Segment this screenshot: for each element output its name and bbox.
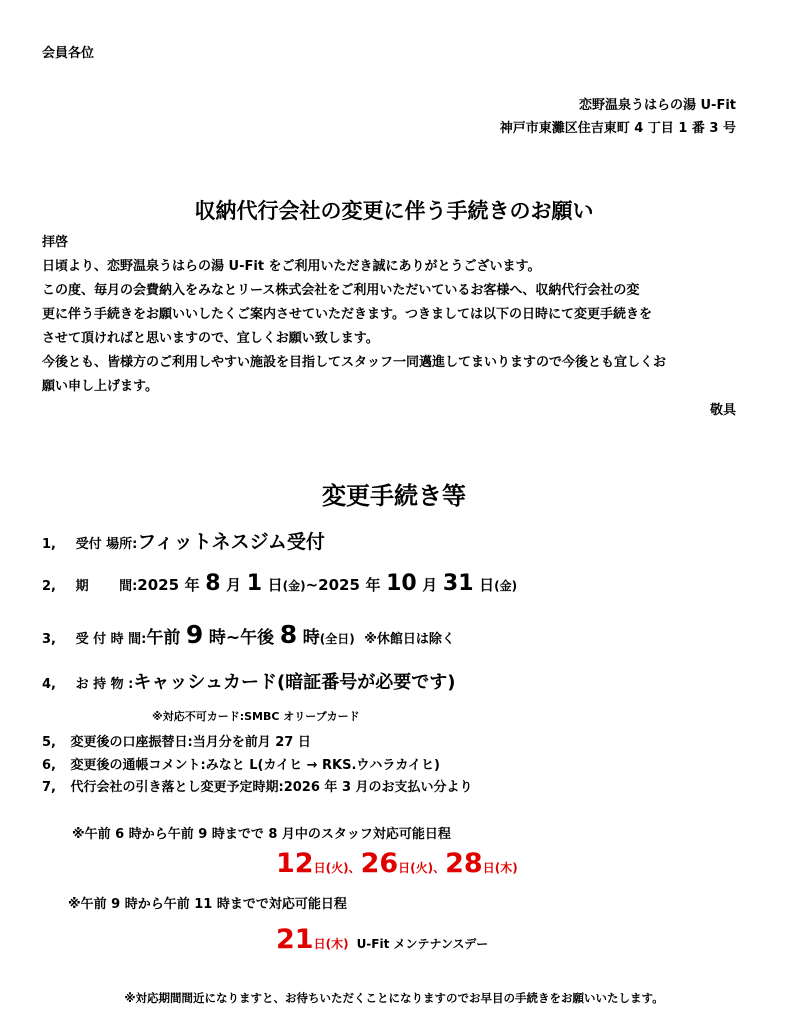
end-hour: 8 xyxy=(279,620,298,649)
item-number: 7, xyxy=(42,780,56,795)
body-line: 更に伴う手続きをお願いいしたくご案内させていただきます。つきましては以下の日時にて変更手続きを xyxy=(42,307,652,322)
am-label: 午前 xyxy=(146,628,181,648)
hour-unit: 時 xyxy=(208,628,226,648)
end-year: 2025 xyxy=(318,576,360,594)
item-number: 4, xyxy=(42,677,56,692)
start-hour: 9 xyxy=(185,620,204,649)
item-1 xyxy=(42,527,325,554)
footer-note: ※対応期間間近になりますと、お待ちいただくことになりますのでお早目の手続きをお願いいたします。 xyxy=(124,991,664,1005)
item-number: 5, xyxy=(42,735,56,750)
start-weekday: (金) xyxy=(282,579,306,593)
end-month: 10 xyxy=(386,571,417,596)
day-unit: 日 xyxy=(479,576,495,594)
schedule-date-suffix: 日(火)、 xyxy=(398,861,446,875)
body-line: 今後とも、皆様方のご利用しやすい施設を目指してスタッフ一同邁進してまいりますので今後とも宜しくお xyxy=(42,355,667,370)
pm-label: 午後 xyxy=(240,628,275,648)
item-3 xyxy=(42,620,455,649)
year-unit: 年 xyxy=(184,576,200,594)
year-unit: 年 xyxy=(365,576,381,594)
item-label: 受付 場所: xyxy=(75,537,138,552)
item-4 xyxy=(42,668,455,694)
item-7 xyxy=(42,776,473,795)
schedule-2-heading: ※午前 9 時から午前 11 時までで対応可能日程 xyxy=(68,897,347,912)
item-number: 6, xyxy=(42,758,56,773)
body-line: この度、毎月の会費納入をみなとリース株式会社をご利用いただいているお客様へ、収納代行会社の変 xyxy=(42,283,640,298)
item-value: キャッシュカード(暗証番号が必要です) xyxy=(133,672,456,693)
month-unit: 月 xyxy=(422,576,438,594)
schedule-date-suffix: 日(木) xyxy=(313,937,349,951)
item-label: 期 間: xyxy=(75,579,138,594)
page-title: 収納代行会社の変更に伴う手続きのお願い xyxy=(194,199,594,223)
month-unit: 月 xyxy=(226,576,242,594)
maintenance-day-label: U-Fit メンテナンスデー xyxy=(356,937,489,951)
item-2 xyxy=(42,571,517,596)
item-text: 変更後の口座振替日:当月分を前月 27 日 xyxy=(70,735,311,750)
section-title: 変更手続き等 xyxy=(322,482,466,510)
schedule-date: 28 xyxy=(445,848,483,879)
greeting: 拝啓 xyxy=(42,235,69,250)
day-unit: 日 xyxy=(267,576,283,594)
item-value: フィットネスジム受付 xyxy=(137,531,325,553)
item-5 xyxy=(42,731,311,750)
item-4-note: ※対応不可カード:SMBC オリーブカード xyxy=(152,710,360,723)
schedule-date-suffix: 日(火)、 xyxy=(313,861,361,875)
end-weekday: (金) xyxy=(494,579,518,593)
end-day: 31 xyxy=(442,571,474,596)
item-6 xyxy=(42,754,440,773)
body-line: 願い申し上げます。 xyxy=(42,379,158,394)
item-text: 代行会社の引き落とし変更予定時期:2026 年 3 月のお支払い分より xyxy=(70,780,473,795)
every-day: (全日) xyxy=(319,632,355,646)
closing: 敬具 xyxy=(709,403,736,418)
body-line: させて頂ければと思いますので、宜しくお願い致します。 xyxy=(42,331,379,346)
schedule-date-suffix: 日(木) xyxy=(482,861,518,875)
schedule-1-heading: ※午前 6 時から午前 9 時までで 8 月中のスタッフ対応可能日程 xyxy=(72,827,451,842)
letter-body xyxy=(42,231,742,399)
item-number: 3, xyxy=(42,632,56,647)
start-year: 2025 xyxy=(137,576,180,594)
hour-unit: 時 xyxy=(302,628,320,648)
addressee: 会員各位 xyxy=(42,46,95,61)
item-number: 1, xyxy=(42,537,56,552)
start-month: 8 xyxy=(205,571,221,596)
item-label: 受 付 時 間: xyxy=(75,632,147,647)
schedule-date: 26 xyxy=(360,848,399,879)
item-text: 変更後の通帳コメント:みなと L(カイヒ → RKS.ウハラカイヒ) xyxy=(70,758,440,773)
schedule-1-dates xyxy=(276,848,518,879)
schedule-date: 12 xyxy=(276,848,314,879)
start-day: 1 xyxy=(246,571,263,596)
sender-name: 恋野温泉うはらの湯 U-Fit xyxy=(578,98,736,113)
schedule-2-dates xyxy=(276,924,488,955)
item-number: 2, xyxy=(42,579,56,594)
sender-address: 神戸市東灘区住吉東町 4 丁目 1 番 3 号 xyxy=(499,121,736,136)
body-line: 日頃より、恋野温泉うはらの湯 U-Fit をご利用いただき誠にありがとうございます。 xyxy=(42,259,541,274)
item-label: お 持 物 : xyxy=(75,677,134,692)
range-separator: ~ xyxy=(225,628,241,648)
schedule-date: 21 xyxy=(276,924,314,955)
range-separator: ~ xyxy=(305,576,319,594)
closed-day-note: ※休館日は除く xyxy=(364,632,455,647)
